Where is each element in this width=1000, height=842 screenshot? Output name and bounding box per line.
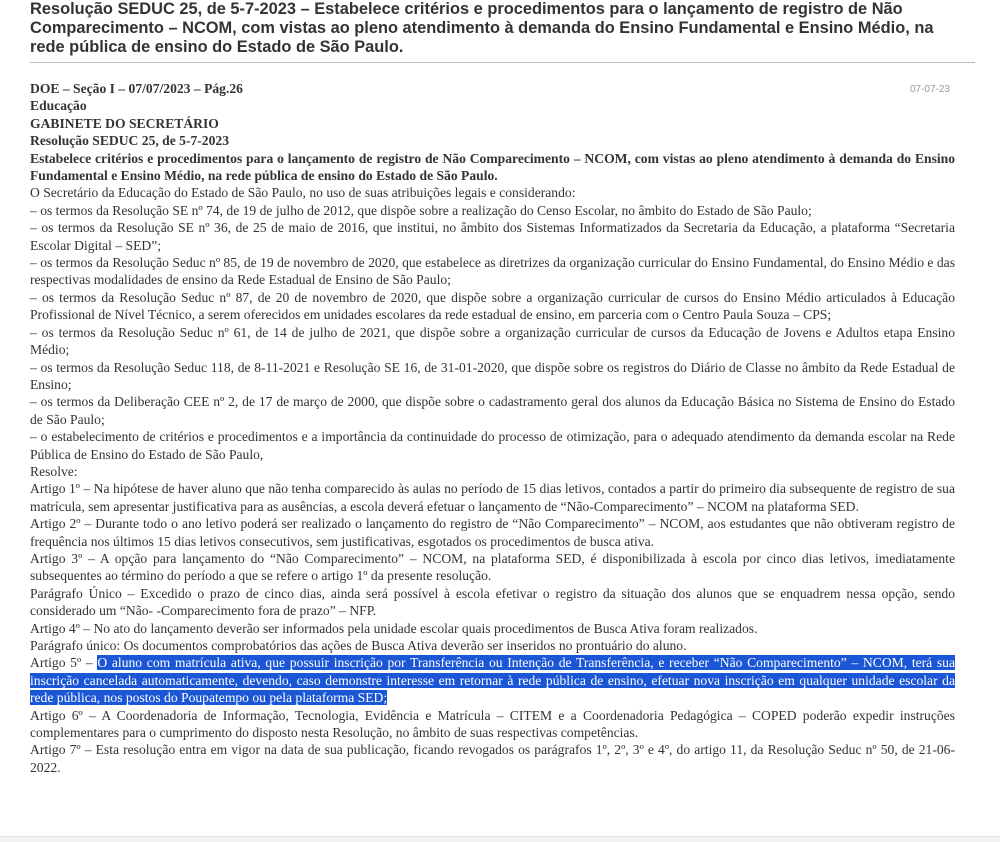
article-title: Resolução SEDUC 25, de 5-7-2023 – Estabelece critérios e procedimentos para o lançamento de registro de Não Comparecimento – NCOM, com vistas ao pleno atendimento à demanda do Ensino Fundamental e Ensino Médio, na rede pública de ensino do Estado de São Paulo. [30, 0, 934, 56]
article-5-selected-text[interactable]: O aluno com matrícula ativa, que possuir inscrição por Transferência ou Intenção de Transferência, e receber “Não Comparecimento” – NCOM, terá sua inscrição cancelada automaticamente, devendo, caso demonstre interesse em retornar à rede pública de ensino, efetuar nova inscrição em qualquer unidade escolar da rede pública, nos postos do Poupatempo ou pela plataforma SED; [30, 655, 955, 706]
article-6: Artigo 6º – A Coordenadoria de Informação, Tecnologia, Evidência e Matrícula – CITEM e a Coordenadoria Pedagógica – COPED poderão expedir instruções complementares para o cumprimento do disposto nesta Resolução, no âmbito de suas respectivas competências. [30, 707, 955, 741]
date-stamp: 07-07-23 [909, 84, 950, 95]
article-2: Artigo 2º – Durante todo o ano letivo poderá ser realizado o lançamento do registro de “Não Comparecimento” – NCOM, aos estudantes que não obtiveram registro de frequência nos últimos 15 dias letivos consecutivos, sem justificativas, esgotados os procedimentos de busca ativa. [30, 516, 955, 549]
considering-2: – os termos da Resolução SE nº 36, de 25 de maio de 2016, que institui, no âmbito dos Sistemas Informatizados da Secretaria da Educação, a plataforma “Secretaria Escolar Digital – SED”; [30, 220, 955, 253]
section-name: Educação [30, 98, 87, 114]
article-3: Artigo 3º – A opção para lançamento do “Não Comparecimento” – NCOM, na plataforma SED, é disponibilizada à escola por cinco dias letivos, imediatamente subsequentes ao término do período a que se refere o artigo 1º da presente resolução. [30, 550, 955, 584]
title-divider [30, 62, 975, 63]
article-3-sole-paragraph: Parágrafo Único – Excedido o prazo de cinco dias, ainda será possível à escola efetivar o registro da situação dos alunos que se enquadrem nessa opção, sendo considerado um “Não- -Comparecimento fora de prazo” – NFP. [30, 585, 955, 619]
bottom-divider [0, 836, 1000, 842]
intro-paragraph: O Secretário da Educação do Estado de São Paulo, no uso de suas atribuições legais e considerando: [30, 185, 576, 201]
considering-6: – os termos da Resolução Seduc 118, de 8-11-2021 e Resolução SE 16, de 31-01-2020, que dispõe sobre os registros do Diário de Classe no âmbito da Rede Estadual de Ensino; [30, 359, 955, 392]
considering-4: – os termos da Resolução Seduc nº 87, de 20 de novembro de 2020, que dispõe sobre a organização curricular de cursos do Ensino Médio articulados à Educação Profissional de Nível Técnico, a serem oferecidos em unidades escolares da rede estadual de ensino, em parceria com o Centro Paula Souza – CPS; [30, 289, 955, 323]
resolution-id: Resolução SEDUC 25, de 5-7-2023 [30, 133, 229, 149]
considering-8: – o estabelecimento de critérios e procedimentos e a importância da continuidade do processo de otimização, para o adequado atendimento da demanda escolar na Rede Pública de Ensino do Estado de São Paulo, [30, 429, 955, 462]
considering-5: – os termos da Resolução Seduc nº 61, de 14 de julho de 2021, que dispõe sobre a organização curricular de cursos da Educação de Jovens e Adultos etapa Ensino Médio; [30, 324, 955, 358]
considering-3: – os termos da Resolução Seduc nº 85, de 19 de novembro de 2020, que estabelece as diretrizes da organização curricular do Ensino Fundamental, do Ensino Médio e das respectivas modalidades de ensino da Rede Estadual de Ensino de São Paulo; [30, 255, 955, 288]
article-5-prefix: Artigo 5º – [30, 655, 98, 671]
article-4-sole-paragraph: Parágrafo único: Os documentos comprobatórios das ações de Busca Ativa deverão ser inseridos no prontuário do aluno. [30, 638, 687, 653]
resolution-summary: Estabelece critérios e procedimentos para o lançamento de registro de Não Comparecimento – NCOM, com vistas ao pleno atendimento à demanda do Ensino Fundamental e Ensino Médio, na rede pública de ensino do Estado de São Paulo. [30, 150, 955, 184]
doe-reference: DOE – Seção I – 07/07/2023 – Pág.26 [30, 81, 243, 96]
article-7: Artigo 7º – Esta resolução entra em vigor na data de sua publicação, ficando revogados os parágrafos 1º, 2º, 3º e 4º, do artigo 11, da Resolução Seduc nº 50, de 21-06-2022. [30, 742, 955, 775]
document-body [30, 80, 955, 776]
article-5[interactable] [30, 654, 955, 706]
office-name: GABINETE DO SECRETÁRIO [30, 115, 219, 131]
considering-1: – os termos da Resolução SE nº 74, de 19 de julho de 2012, que dispõe sobre a realização do Censo Escolar, no âmbito do Estado de São Paulo; [30, 202, 812, 218]
article-1: Artigo 1º – Na hipótese de haver aluno que não tenha comparecido às aulas no período de 15 dias letivos, contados a partir do primeiro dia subsequente de registro de sua matrícula, sem apresentar justificativa para as ausências, a escola deverá efetuar o lançamento de “Não-Comparecimento” – NCOM na plataforma SED. [30, 481, 955, 514]
resolve-label: Resolve: [30, 463, 78, 479]
considering-7: – os termos da Deliberação CEE nº 2, de 17 de março de 2000, que dispõe sobre o cadastramento geral dos alunos da Educação Básica no Sistema de Ensino do Estado de São Paulo; [30, 394, 955, 427]
article-4: Artigo 4º – No ato do lançamento deverão ser informados pela unidade escolar quais procedimentos de Busca Ativa foram realizados. [30, 620, 758, 636]
